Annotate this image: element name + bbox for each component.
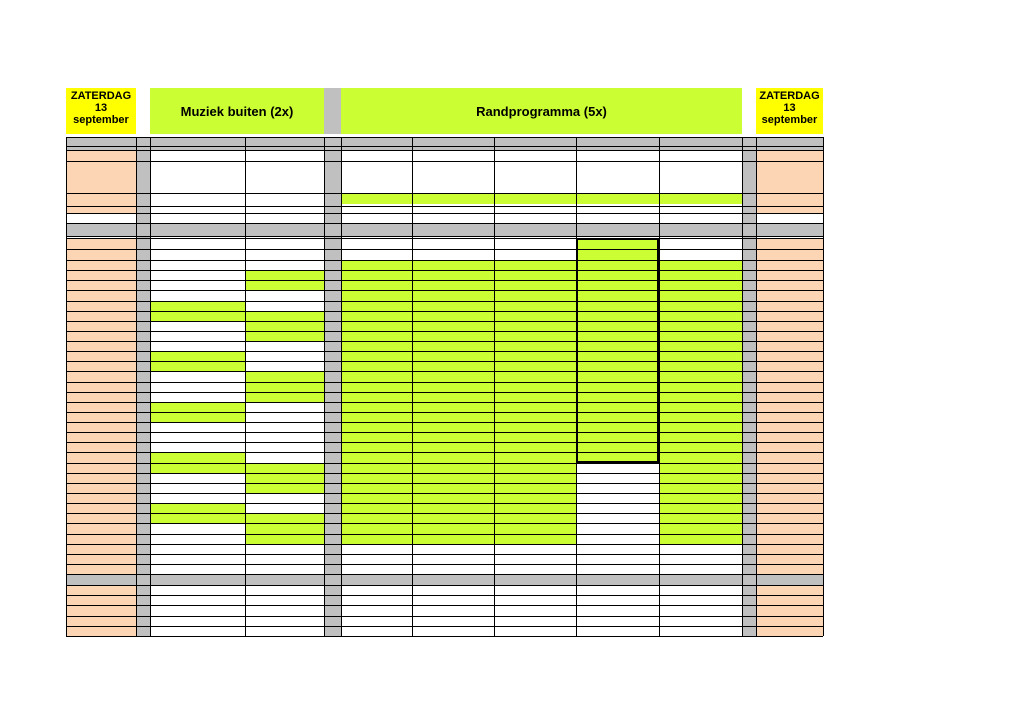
time-slot-left	[66, 523, 136, 533]
grid-line	[66, 150, 823, 151]
time-slot-right	[756, 321, 823, 331]
time-slot-left	[66, 452, 136, 462]
grid-line	[66, 422, 823, 423]
grid-line	[66, 382, 823, 383]
time-slot-right	[756, 260, 823, 270]
time-slot-right	[756, 544, 823, 554]
m2-booked-slot	[245, 270, 324, 280]
time-slot-right	[756, 361, 823, 371]
grid-line	[66, 270, 823, 271]
m2-entry	[245, 513, 324, 523]
time-slot-right	[756, 442, 823, 452]
header-muziek: Muziek buiten (2x)	[150, 88, 324, 134]
time-slot-left	[66, 270, 136, 280]
grid-line	[150, 137, 151, 636]
zaal-label-right	[756, 150, 823, 161]
time-slot-left	[66, 503, 136, 513]
m2-booked-slot	[245, 483, 324, 493]
time-slot-left	[66, 595, 136, 605]
grid-line	[66, 371, 823, 372]
time-slot-right	[756, 331, 823, 341]
column-title	[245, 150, 324, 161]
m1-entry	[150, 452, 245, 462]
day-label-right	[756, 88, 823, 134]
time-slot-left	[66, 483, 136, 493]
time-slot-left	[66, 626, 136, 636]
grid-line	[66, 534, 823, 535]
grid-line	[756, 137, 757, 636]
zaal-label-left	[66, 150, 136, 161]
grid-line	[494, 137, 495, 636]
grid-line	[66, 616, 823, 617]
time-slot-right	[756, 513, 823, 523]
grid-line	[66, 161, 823, 162]
column-title	[341, 150, 412, 161]
time-slot-left	[66, 290, 136, 300]
time-slot-right	[756, 554, 823, 564]
m1-entry	[150, 351, 245, 361]
grid-line	[66, 311, 823, 312]
time-slot-left	[66, 422, 136, 432]
m2-entry	[245, 371, 324, 381]
grid-line	[823, 137, 824, 636]
m2-entry	[245, 463, 324, 473]
column-description	[659, 162, 742, 192]
column-person	[412, 193, 494, 204]
m2-entry	[245, 523, 324, 533]
header-blank-row	[66, 213, 823, 223]
grid-line	[66, 626, 823, 627]
column-title	[412, 150, 494, 161]
time-slot-right	[756, 422, 823, 432]
time-slot-right	[756, 392, 823, 402]
header-peach-left	[66, 193, 136, 213]
time-slot-right	[756, 238, 823, 249]
time-slot-left	[66, 321, 136, 331]
grid-line	[66, 341, 823, 342]
header-gray-band-b	[66, 224, 823, 236]
time-slot-left	[66, 534, 136, 544]
grid-line	[66, 493, 823, 494]
grid-line	[66, 544, 823, 545]
time-slot-left	[66, 238, 136, 249]
time-slot-left	[66, 513, 136, 523]
time-slot-right	[756, 534, 823, 544]
column-extra	[245, 193, 324, 213]
time-slot-right	[756, 301, 823, 311]
time-slot-left	[66, 301, 136, 311]
m1-entry	[150, 463, 245, 473]
time-slot-left	[66, 361, 136, 371]
grid-line	[341, 137, 342, 636]
grid-line	[66, 280, 823, 281]
m1-entry	[150, 503, 245, 513]
column-person	[341, 193, 412, 204]
time-slot-right	[756, 523, 823, 533]
grid-line	[66, 463, 823, 464]
m1-entry	[150, 402, 245, 412]
grid-line	[324, 137, 325, 636]
m1-entry	[150, 412, 245, 422]
grid-line	[66, 564, 823, 565]
m2-booked-slot	[245, 534, 324, 544]
day-label-left	[66, 88, 136, 134]
grid-line	[66, 503, 823, 504]
grid-line	[66, 442, 823, 443]
column-description	[341, 162, 412, 192]
grid-line	[66, 513, 823, 514]
m2-booked-slot	[245, 392, 324, 402]
m2-booked-slot	[245, 280, 324, 290]
grid-line	[66, 595, 823, 596]
column-description	[150, 162, 245, 192]
grid-line	[66, 636, 823, 637]
grid-line	[66, 193, 823, 194]
grid-line	[742, 137, 743, 636]
day-line: 13	[94, 102, 108, 114]
grid-line	[66, 483, 823, 484]
grid-line	[66, 585, 823, 586]
grid-line	[66, 206, 823, 207]
m2-booked-slot	[245, 331, 324, 341]
top-band	[66, 137, 823, 146]
grid-line	[66, 412, 823, 413]
grid-line	[66, 473, 823, 474]
time-slot-right	[756, 371, 823, 381]
time-slot-right	[756, 351, 823, 361]
grid-line	[66, 301, 823, 302]
time-slot-left	[66, 351, 136, 361]
time-slot-right	[756, 382, 823, 392]
m1-entry	[150, 311, 245, 321]
time-slot-right	[756, 290, 823, 300]
grid-line	[412, 137, 413, 636]
time-slot-right	[756, 483, 823, 493]
time-slot-left	[66, 442, 136, 452]
time-slot-left	[66, 473, 136, 483]
time-slot-left	[66, 544, 136, 554]
grid-line	[66, 554, 823, 555]
m2-entry	[245, 382, 324, 392]
grid-line	[66, 331, 823, 332]
column-description	[412, 162, 494, 192]
grid-line	[245, 137, 246, 636]
grid-line	[66, 137, 823, 138]
time-slot-left	[66, 463, 136, 473]
time-slot-left	[66, 585, 136, 595]
time-slot-left	[66, 382, 136, 392]
time-slot-right	[756, 585, 823, 595]
column-person	[494, 193, 576, 204]
grid-line	[66, 351, 823, 352]
grid-line	[576, 137, 577, 636]
column-title	[494, 150, 576, 161]
column-extra	[150, 193, 245, 213]
grid-line	[66, 452, 823, 453]
grid-line	[66, 146, 823, 147]
grid-line	[66, 402, 823, 403]
column-description	[245, 162, 324, 192]
grid-line	[66, 249, 823, 250]
grid-line	[66, 361, 823, 362]
time-slot-right	[756, 503, 823, 513]
time-slot-left	[66, 371, 136, 381]
grid-line	[66, 236, 823, 237]
column-description	[494, 162, 576, 192]
m2-entry	[245, 473, 324, 483]
time-slot-right	[756, 249, 823, 260]
column-title	[576, 150, 659, 161]
grid-line	[66, 238, 823, 239]
time-slot-left	[66, 249, 136, 260]
column-person	[576, 193, 659, 204]
time-slot-right	[756, 595, 823, 605]
time-slot-right	[756, 473, 823, 483]
grid-line	[66, 605, 823, 606]
column-person	[659, 193, 742, 204]
time-slot-left	[66, 432, 136, 442]
grid-line	[66, 523, 823, 524]
time-slot-right	[756, 341, 823, 351]
grid-line	[66, 392, 823, 393]
m2-entry	[245, 321, 324, 331]
column-title	[659, 150, 742, 161]
grid-line	[66, 213, 823, 214]
time-slot-left	[66, 311, 136, 321]
time-slot-right	[756, 605, 823, 615]
m1-entry	[150, 513, 245, 523]
m1-entry	[150, 361, 245, 371]
grid-line	[66, 432, 823, 433]
time-slot-left	[66, 412, 136, 422]
time-slot-right	[756, 463, 823, 473]
time-slot-left	[66, 402, 136, 412]
m2-entry	[245, 311, 324, 321]
naam-stage-label	[66, 182, 136, 193]
grid-line	[66, 223, 823, 224]
day-line: ZATERDAG	[759, 90, 820, 102]
m1-entry	[150, 301, 245, 311]
day-line: september	[761, 114, 818, 126]
time-slot-left	[66, 493, 136, 503]
time-slot-right	[756, 402, 823, 412]
grid-line	[66, 290, 823, 291]
time-slot-left	[66, 331, 136, 341]
grid-line	[66, 574, 823, 575]
time-slot-right	[756, 452, 823, 462]
grid-line	[136, 137, 137, 636]
section-gap	[66, 574, 823, 585]
time-slot-left	[66, 260, 136, 270]
header-randprogramma: Randprogramma (5x)	[341, 88, 742, 134]
grid-line	[66, 321, 823, 322]
day-line: ZATERDAG	[70, 90, 132, 102]
time-slot-right	[756, 270, 823, 280]
time-slot-right	[756, 616, 823, 626]
time-slot-right	[756, 493, 823, 503]
time-slot-left	[66, 341, 136, 351]
time-slot-left	[66, 605, 136, 615]
time-slot-right	[756, 626, 823, 636]
column-title	[150, 150, 245, 161]
grid-line	[659, 137, 660, 636]
time-slot-left	[66, 616, 136, 626]
time-slot-right	[756, 280, 823, 290]
time-slot-left	[66, 554, 136, 564]
day-line: september	[73, 114, 129, 126]
grid-line	[66, 260, 823, 261]
time-slot-right	[756, 432, 823, 442]
time-slot-left	[66, 392, 136, 402]
time-slot-right	[756, 412, 823, 422]
time-slot-left	[66, 280, 136, 290]
grid-line	[66, 137, 67, 636]
time-slot-right	[756, 311, 823, 321]
header-gap	[324, 88, 341, 134]
column-description	[576, 162, 659, 192]
day-line: 13	[783, 102, 796, 114]
